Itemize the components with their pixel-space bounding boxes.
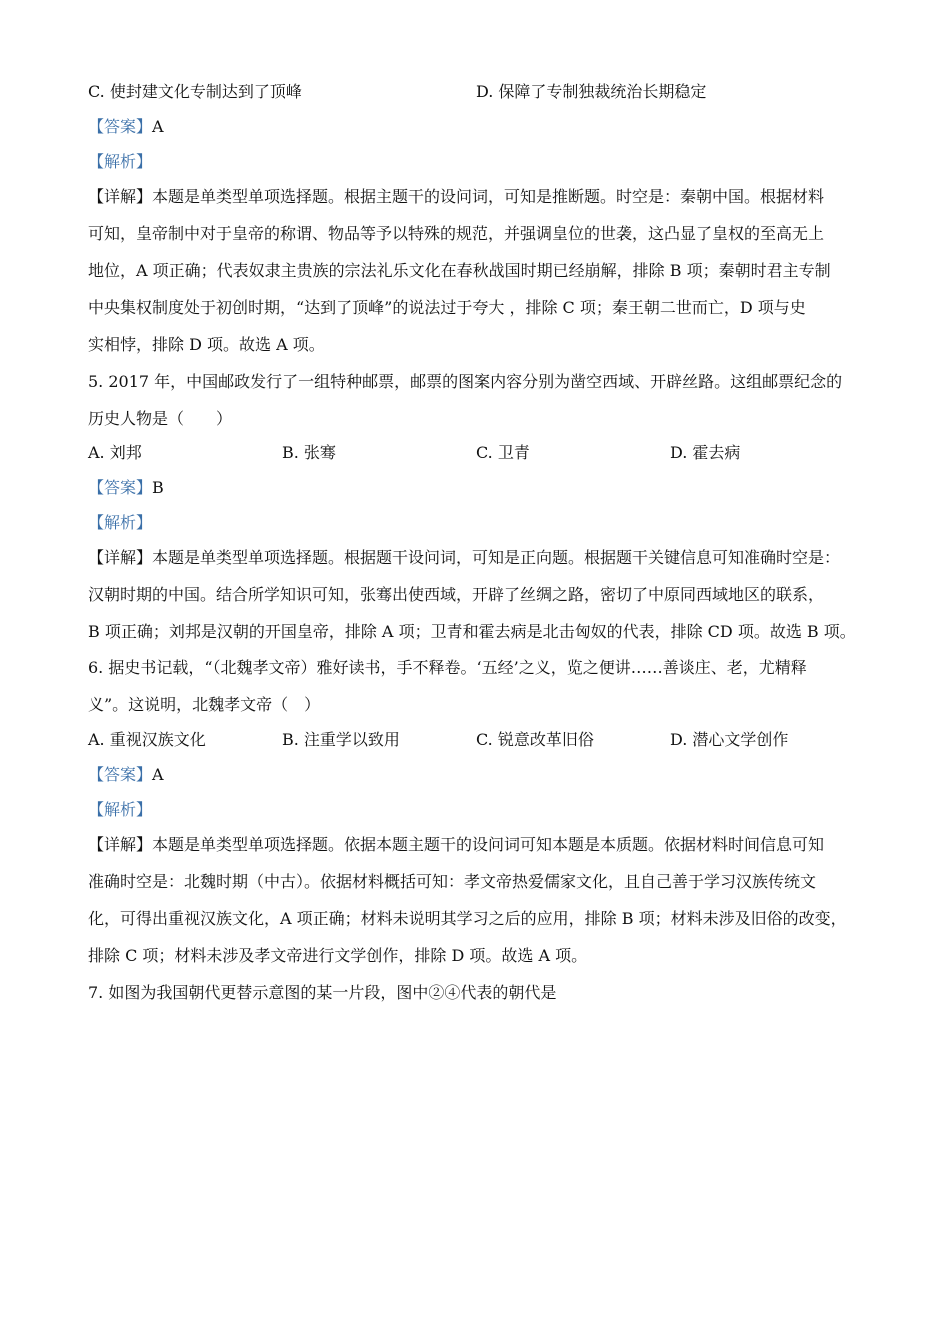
q4-analysis-label: 【解析】 xyxy=(88,152,153,171)
q4-detail xyxy=(88,187,864,372)
answer-value: A xyxy=(152,765,164,784)
q6-option-c: C. 锐意改革旧俗 xyxy=(476,730,594,749)
q4-detail-line: 实相悖，排除 D 项。故选 A 项。 xyxy=(88,335,325,354)
q5-stem-line: 历史人物是（ ） xyxy=(88,409,233,428)
q5-stem xyxy=(88,372,864,446)
q4-detail-line: 可知，皇帝制中对于皇帝的称谓、物品等予以特殊的规范，并强调皇位的世袭，这凸显了皇权的至高无上 xyxy=(88,224,825,243)
q5-detail-line: B 项正确；刘邦是汉朝的开国皇帝，排除 A 项；卫青和霍去病是北击匈奴的代表，排除 CD 项。故选 B 项。 xyxy=(88,622,856,641)
q4-option-d: D. 保障了专制独裁统治长期稳定 xyxy=(476,82,707,101)
answer-value: B xyxy=(152,478,164,497)
q6-analysis-label: 【解析】 xyxy=(88,800,153,819)
q5-detail-line: 【详解】本题是单类型单项选择题。根据题干设问词，可知是正向题。根据题干关键信息可知准确时空是： xyxy=(88,548,841,567)
q6-stem xyxy=(88,658,864,732)
q5-option-a: A. 刘邦 xyxy=(88,443,142,462)
q6-detail-line: 排除 C 项；材料未涉及孝文帝进行文学创作，排除 D 项。故选 A 项。 xyxy=(88,946,588,965)
answer-value: A xyxy=(152,117,164,136)
q6-option-b: B. 注重学以致用 xyxy=(282,730,400,749)
q4-detail-line: 【详解】本题是单类型单项选择题。根据主题干的设问词，可知是推断题。时空是：秦朝中国。根据材料 xyxy=(88,187,825,206)
q5-analysis-label: 【解析】 xyxy=(88,513,153,532)
q6-option-d: D. 潜心文学创作 xyxy=(670,730,789,749)
q6-stem-line: 6. 据史书记载，“（北魏孝文帝）雅好读书，手不释卷。‘五经’之义，览之便讲……善谈庄、老，尤精释 xyxy=(88,658,807,677)
q5-detail-line: 汉朝时期的中国。结合所学知识可知，张骞出使西域，开辟了丝绸之路，密切了中原同西域地区的联系， xyxy=(88,585,825,604)
q6-detail-line: 化，可得出重视汉族文化，A 项正确；材料未说明其学习之后的应用，排除 B 项；材料未涉及旧俗的改变， xyxy=(88,909,847,928)
q5-option-b: B. 张骞 xyxy=(282,443,336,462)
q6-stem-line: 义”。这说明，北魏孝文帝（ ） xyxy=(88,695,321,714)
answer-label: 【答案】 xyxy=(88,765,153,784)
q4-option-c: C. 使封建文化专制达到了顶峰 xyxy=(88,82,302,101)
q6-detail-line: 准确时空是：北魏时期（中古）。依据材料概括可知：孝文帝热爱儒家文化，且自己善于学习汉族传统文 xyxy=(88,872,817,891)
answer-label: 【答案】 xyxy=(88,478,153,497)
q6-detail-line: 【详解】本题是单类型单项选择题。依据本题主题干的设问词可知本题是本质题。依据材料时间信息可知 xyxy=(88,835,825,854)
q4-detail-line: 地位，A 项正确；代表奴隶主贵族的宗法礼乐文化在春秋战国时期已经崩解，排除 B 项；秦朝时君主专制 xyxy=(88,261,831,280)
q6-option-a: A. 重视汉族文化 xyxy=(88,730,206,749)
q4-answer xyxy=(88,117,164,137)
q6-answer xyxy=(88,765,164,785)
answer-label: 【答案】 xyxy=(88,117,153,136)
q5-option-c: C. 卫青 xyxy=(476,443,530,462)
q5-option-d: D. 霍去病 xyxy=(670,443,741,462)
q5-answer xyxy=(88,478,164,498)
q6-detail xyxy=(88,835,864,983)
q4-detail-line: 中央集权制度处于初创时期，“达到了顶峰”的说法过于夸大 ，排除 C 项；秦王朝二世而亡，D 项与史 xyxy=(88,298,806,317)
q7-stem: 7. 如图为我国朝代更替示意图的某一片段，图中②④代表的朝代是 xyxy=(88,983,557,1002)
q5-stem-line: 5. 2017 年，中国邮政发行了一组特种邮票，邮票的图案内容分别为凿空西域、开辟丝路。这组邮票纪念的 xyxy=(88,372,843,391)
q5-detail xyxy=(88,548,864,659)
